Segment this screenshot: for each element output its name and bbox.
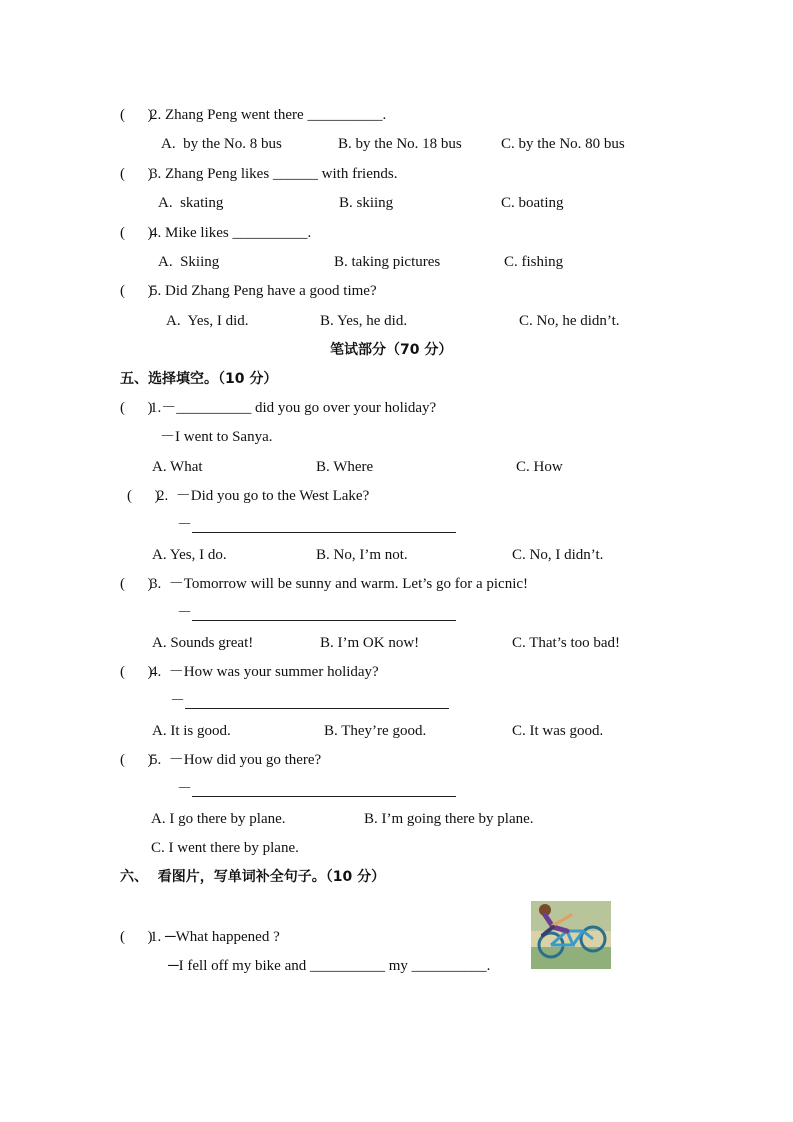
answer-line: ─I fell off my bike and __________ my __________. xyxy=(168,958,491,974)
option-b[interactable]: B. I’m going there by plane. xyxy=(364,811,534,827)
answer-blank-line[interactable] xyxy=(185,708,449,709)
section6-title: 六、 看图片，写单词补全句子。（10 分） xyxy=(120,869,386,885)
question-paren[interactable]: ( ) xyxy=(120,400,153,416)
option-a[interactable]: A. Yes, I did. xyxy=(166,313,249,329)
answer-dash: － xyxy=(177,605,193,621)
answer-blank-line[interactable] xyxy=(192,620,456,621)
bike-fall-icon xyxy=(531,901,611,969)
option-a[interactable]: A. Sounds great! xyxy=(152,635,254,651)
option-a[interactable]: A. Skiing xyxy=(158,254,220,270)
question-text: 3. Zhang Peng likes ______ with friends. xyxy=(150,166,398,182)
option-a[interactable]: A. What xyxy=(152,459,203,475)
option-c[interactable]: C. by the No. 80 bus xyxy=(501,136,625,152)
question-text: 1. ─What happened ? xyxy=(150,929,280,945)
option-b[interactable]: B. by the No. 18 bus xyxy=(338,136,462,152)
answer-dash: － xyxy=(177,781,193,797)
option-a[interactable]: A. It is good. xyxy=(152,723,231,739)
question-text: 5. －How did you go there? xyxy=(150,752,322,768)
option-a[interactable]: A. skating xyxy=(158,195,224,211)
option-b[interactable]: B. No, I’m not. xyxy=(316,547,408,563)
option-c[interactable]: C. It was good. xyxy=(512,723,604,739)
option-c[interactable]: C. No, I didn’t. xyxy=(512,547,604,563)
option-c[interactable]: C. boating xyxy=(501,195,564,211)
question-paren[interactable]: ( ) xyxy=(120,283,153,299)
question-paren[interactable]: ( ) xyxy=(120,225,153,241)
question-text: 4. －How was your summer holiday? xyxy=(150,664,379,680)
answer-dash: － xyxy=(170,693,186,709)
question-paren[interactable]: ( ) xyxy=(120,107,153,123)
option-c[interactable]: C. No, he didn’t. xyxy=(519,313,620,329)
question-paren[interactable]: ( ) xyxy=(127,488,160,504)
question-paren[interactable]: ( ) xyxy=(120,576,153,592)
option-a[interactable]: A. Yes, I do. xyxy=(152,547,227,563)
question-text: 5. Did Zhang Peng have a good time? xyxy=(150,283,377,299)
option-b[interactable]: B. Where xyxy=(316,459,374,475)
question-text: 2. Zhang Peng went there __________. xyxy=(150,107,387,123)
section5-title: 五、选择填空。（10 分） xyxy=(120,371,278,387)
question-paren[interactable]: ( ) xyxy=(120,664,153,680)
option-b[interactable]: B. I’m OK now! xyxy=(320,635,420,651)
question-paren[interactable]: ( ) xyxy=(120,752,153,768)
option-b[interactable]: B. They’re good. xyxy=(324,723,427,739)
question-text: 2. －Did you go to the West Lake? xyxy=(157,488,370,504)
question-paren[interactable]: ( ) xyxy=(120,166,153,182)
question-text: 4. Mike likes __________. xyxy=(150,225,312,241)
option-b[interactable]: B. taking pictures xyxy=(334,254,441,270)
option-c[interactable]: C. How xyxy=(516,459,563,475)
option-c[interactable]: C. fishing xyxy=(504,254,564,270)
option-c[interactable]: C. I went there by plane. xyxy=(151,840,299,856)
answer-blank-line[interactable] xyxy=(192,796,456,797)
written-part-title: 笔试部分（70 分） xyxy=(330,342,453,358)
answer-line: －I went to Sanya. xyxy=(160,429,273,445)
bike-fall-picture xyxy=(531,901,611,969)
option-c[interactable]: C. That’s too bad! xyxy=(512,635,621,651)
answer-blank-line[interactable] xyxy=(192,532,456,533)
option-b[interactable]: B. skiing xyxy=(339,195,394,211)
question-text: 1.－__________ did you go over your holiday? xyxy=(150,400,437,416)
option-b[interactable]: B. Yes, he did. xyxy=(320,313,408,329)
option-a[interactable]: A. I go there by plane. xyxy=(151,811,286,827)
question-text: 3. －Tomorrow will be sunny and warm. Let’s go for a picnic! xyxy=(150,576,529,592)
question-paren[interactable]: ( ) xyxy=(120,929,153,945)
option-a[interactable]: A. by the No. 8 bus xyxy=(161,136,282,152)
answer-dash: － xyxy=(177,517,193,533)
